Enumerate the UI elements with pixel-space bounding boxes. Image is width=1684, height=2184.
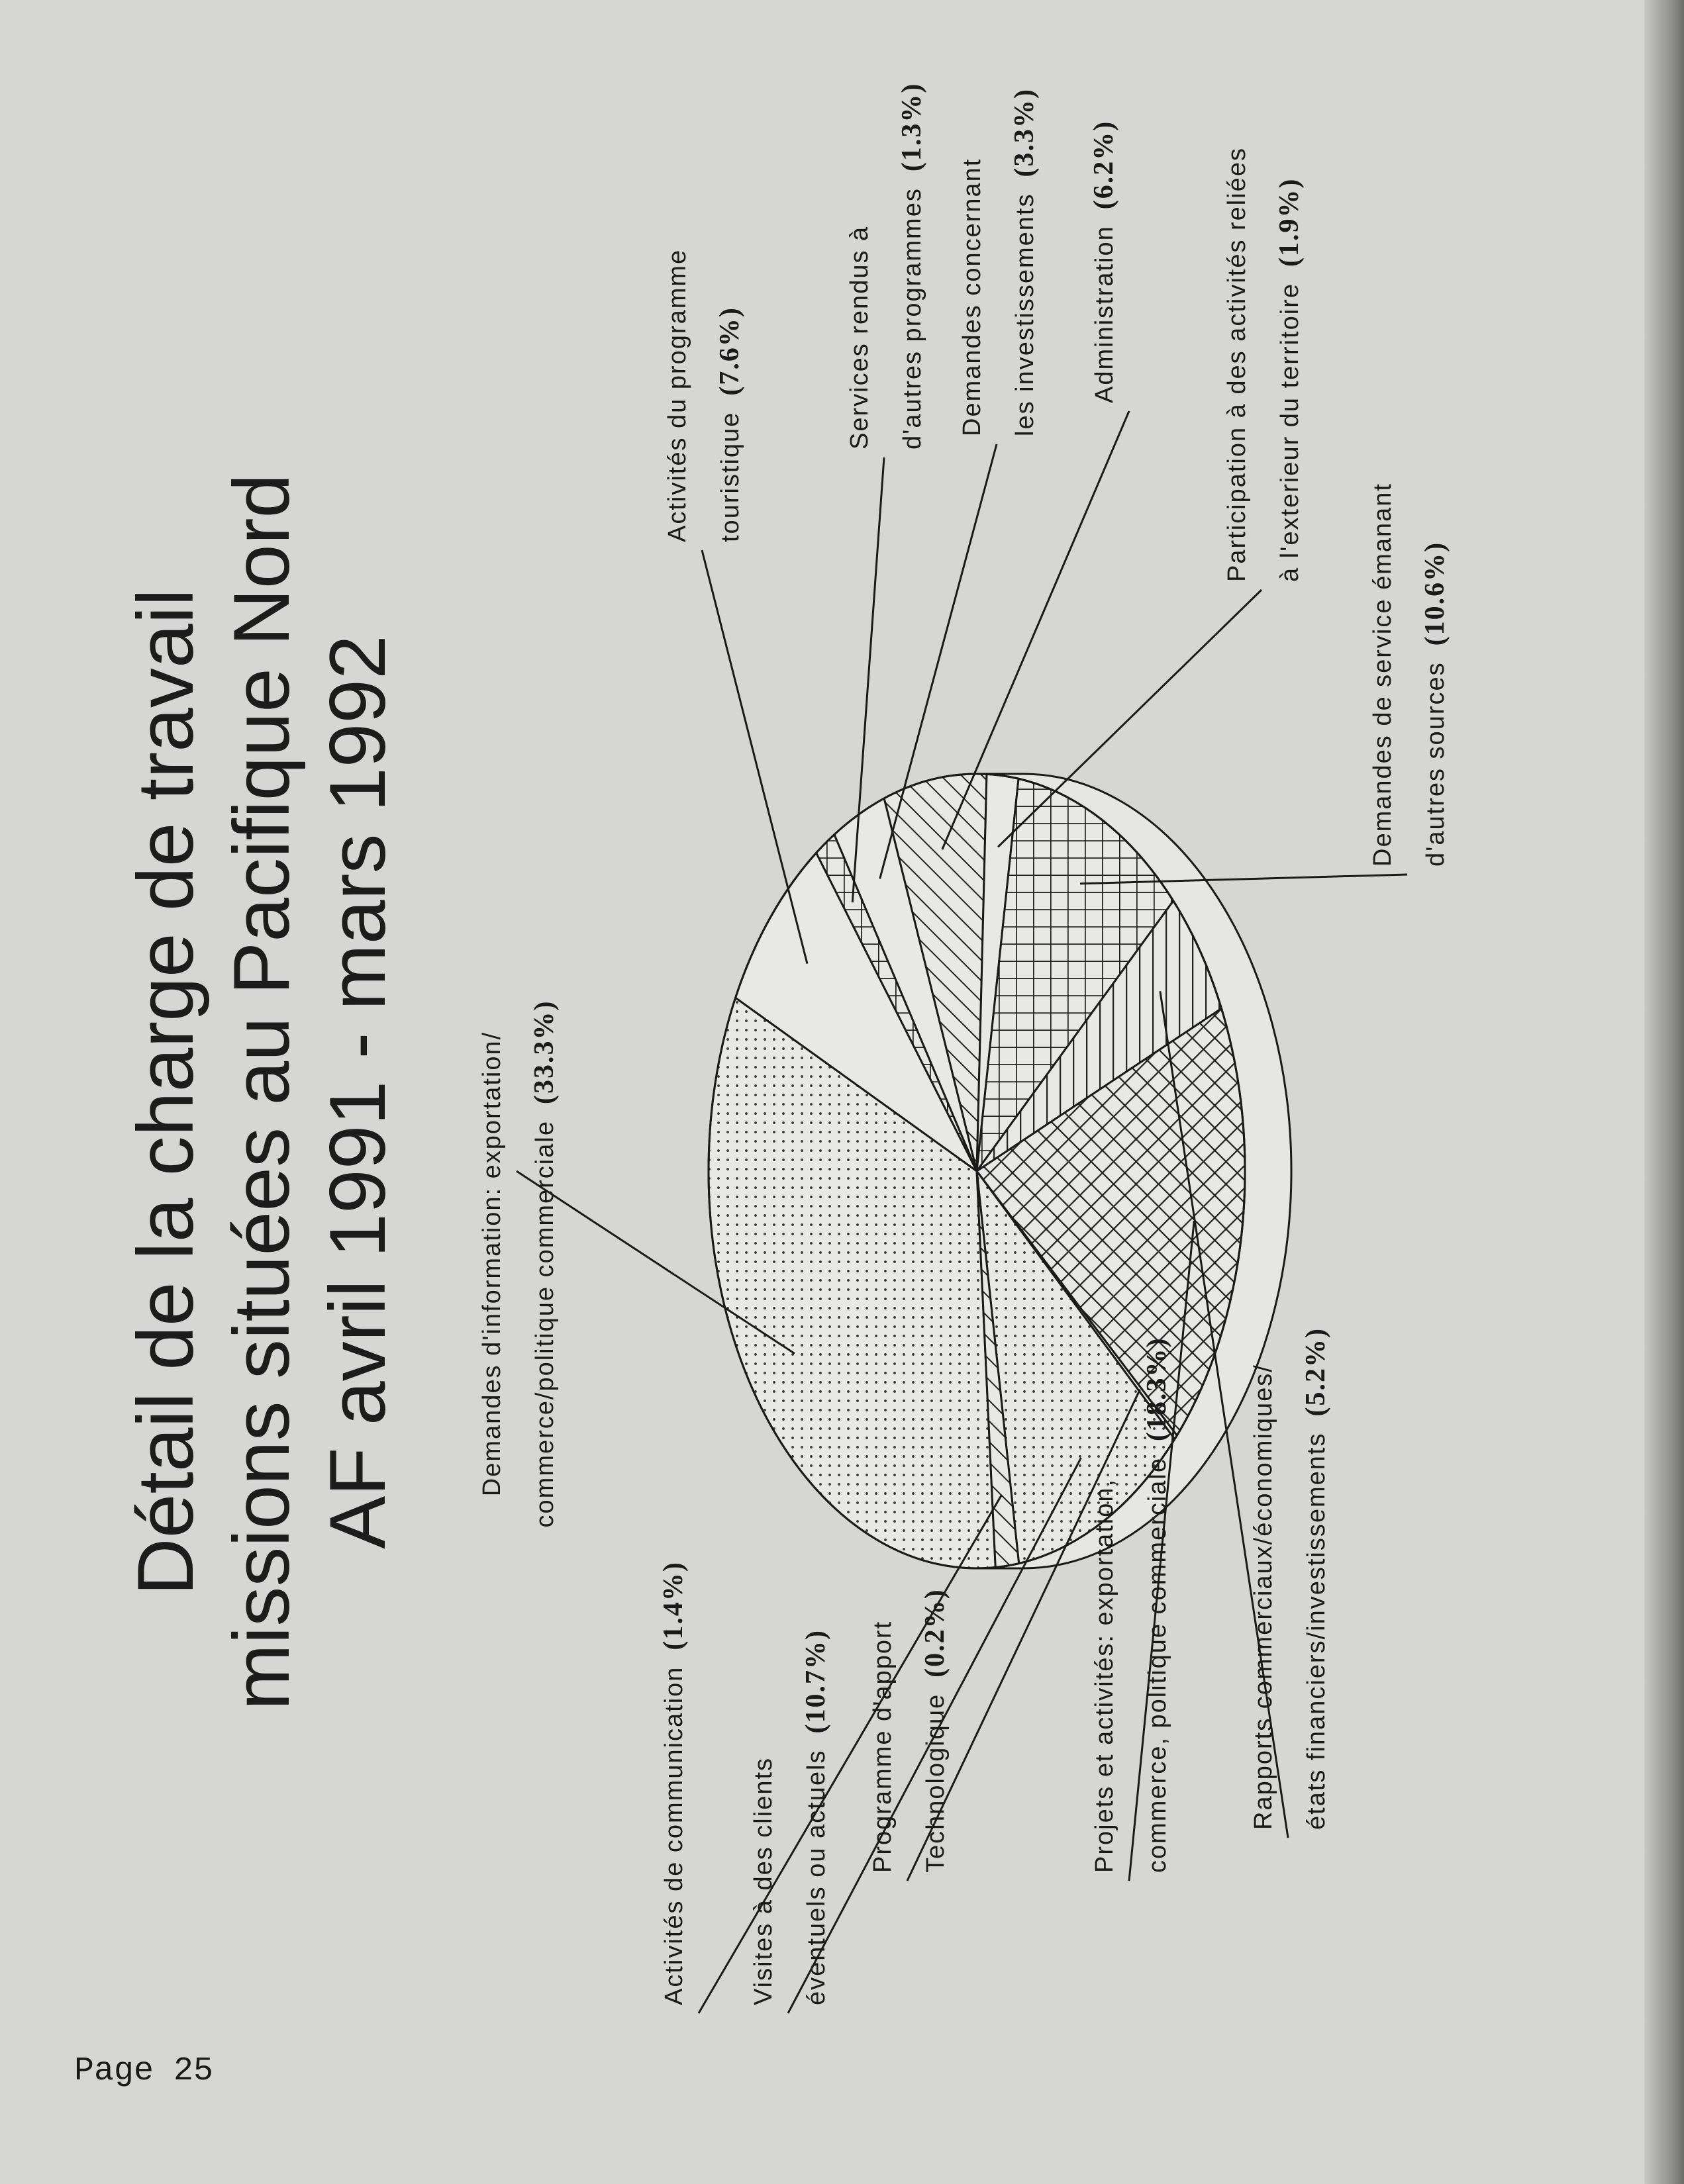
slice-percent: (0.2%) — [920, 1588, 950, 1678]
chart-title-line-2: missions situées au Pacifique Nord — [217, 473, 306, 1711]
leader-line — [702, 550, 807, 964]
slice-percent: (6.2%) — [1089, 120, 1119, 210]
leader-line — [699, 1495, 1002, 2013]
slice-percent: (10.6%) — [1420, 541, 1450, 646]
slice-label: Demandes concernant les investissements(3.3%) — [958, 88, 1040, 436]
slice-percent: (10.7%) — [801, 1629, 831, 1734]
page-number: Page 25 — [74, 2052, 214, 2090]
slice-label: Activités de communication(1.4%) — [658, 1561, 689, 2005]
slice-label: Participation à des activités reliées à l'exterieur du territoire(1.9%) — [1223, 147, 1305, 582]
chart-title-line-3: AF avril 1991 - mars 1992 — [313, 635, 402, 1549]
slice-percent: (33.3%) — [529, 1000, 560, 1105]
slice-label: Activités du programme touristique(7.6%) — [664, 248, 745, 542]
slice-label: Visites à des clients éventuels ou actuels(10.7%) — [750, 1629, 831, 2005]
slice-percent: (1.4%) — [658, 1561, 689, 1650]
slice-percent: (3.3%) — [1009, 88, 1040, 177]
slice-label: Demandes d'information: exportation/ commerce/politique commerciale(33.3%) — [478, 1000, 560, 1528]
slice-percent: (1.3%) — [897, 82, 927, 172]
slice-label: Rapports commerciaux/économiques/ états financiers/investissements(5.2%) — [1250, 1327, 1331, 1830]
slice-label: Administration(6.2%) — [1089, 120, 1119, 403]
slice-label: Services rendus à d'autres programmes(1.3%) — [846, 82, 927, 450]
slice-percent: (18.3%) — [1142, 1337, 1172, 1442]
slice-percent: (1.9%) — [1274, 177, 1305, 267]
slice-percent: (5.2%) — [1301, 1327, 1331, 1417]
slice-label: Demandes de service émanant d'autres sources(10.6%) — [1369, 483, 1450, 867]
slice-label: Programme d'apport Technologique(0.2%) — [869, 1588, 950, 1873]
chart-title-line-1: Détail de la charge de travail — [121, 589, 210, 1595]
slice-label: Projets et activités: exportation, commerce, politique commerciale(18.3%) — [1091, 1337, 1172, 1873]
slice-percent: (7.6%) — [715, 307, 745, 396]
